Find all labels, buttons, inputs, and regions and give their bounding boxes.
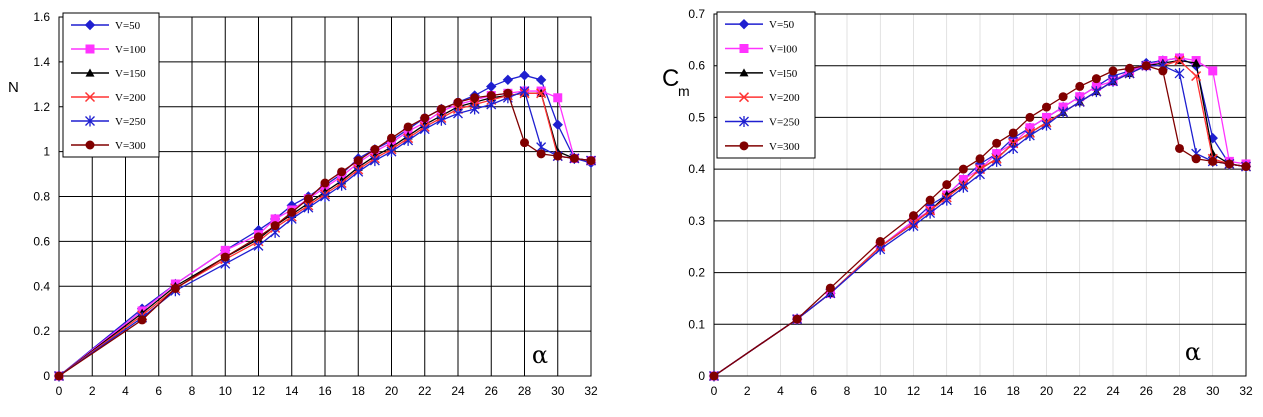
- data-point: [1125, 64, 1134, 73]
- x-tick-label: 0: [55, 384, 63, 398]
- y-tick-label: 0.4: [33, 279, 50, 294]
- legend-label: V=l50: [769, 67, 798, 80]
- data-point: [1225, 159, 1234, 168]
- data-point: [553, 93, 562, 102]
- data-point: [171, 284, 180, 293]
- x-tick-label: 24: [451, 384, 465, 398]
- data-point: [926, 196, 935, 205]
- y-tick-label: 0.4: [688, 162, 705, 177]
- data-point: [553, 152, 562, 161]
- data-point: [1025, 113, 1034, 122]
- legend-label: V=250: [115, 116, 146, 128]
- legend-label: V=l00: [769, 43, 798, 56]
- x-tick-label: 28: [517, 384, 532, 398]
- x-axis-label: α: [1184, 338, 1202, 366]
- x-axis-label: α: [531, 341, 549, 369]
- y-tick-label: 0: [698, 369, 705, 383]
- x-tick-label: 30: [1206, 384, 1220, 398]
- data-point: [55, 372, 64, 381]
- x-tick-label: 4: [122, 384, 129, 398]
- data-point: [1075, 82, 1084, 91]
- data-point: [271, 221, 280, 230]
- data-point: [221, 253, 230, 262]
- data-point: [437, 104, 446, 113]
- data-point: [793, 315, 802, 324]
- legend-box: [717, 12, 815, 158]
- data-point: [503, 89, 512, 98]
- x-tick-label: 12: [906, 384, 921, 398]
- data-point: [992, 139, 1001, 148]
- x-tick-label: 30: [551, 384, 565, 398]
- x-tick-label: 18: [351, 384, 365, 398]
- x-tick-label: 14: [285, 384, 299, 398]
- data-point: [487, 91, 496, 100]
- data-point: [287, 208, 296, 217]
- legend-label: V=300: [769, 140, 800, 153]
- data-point: [1192, 154, 1201, 163]
- data-point: [304, 194, 313, 203]
- data-point: [959, 165, 968, 174]
- x-tick-label: 10: [218, 384, 232, 398]
- data-point: [370, 145, 379, 154]
- data-point: [976, 154, 985, 163]
- x-tick-label: 0: [710, 384, 718, 398]
- data-point: [909, 211, 918, 220]
- x-tick-label: 2: [88, 384, 96, 398]
- y-tick-label: 0.3: [688, 213, 705, 228]
- legend-marker: [86, 45, 95, 54]
- legend: [63, 13, 159, 157]
- chart-1: [0, 0, 605, 417]
- y-tick-label: 0: [43, 369, 50, 383]
- x-tick-label: 16: [973, 384, 987, 398]
- legend-label: V=150: [115, 68, 146, 80]
- data-point: [354, 156, 363, 165]
- data-point: [1042, 103, 1051, 112]
- x-tick-label: 32: [1239, 384, 1253, 398]
- x-tick-label: 22: [1073, 384, 1087, 398]
- data-point: [1009, 128, 1018, 137]
- legend-label: V=50: [115, 20, 141, 32]
- y-tick-label: 1.6: [33, 10, 50, 24]
- data-point: [454, 98, 463, 107]
- legend-marker: [740, 141, 749, 150]
- x-tick-label: 26: [484, 384, 498, 398]
- x-tick-label: 24: [1106, 384, 1120, 398]
- legend-marker: [86, 141, 95, 150]
- legend: [717, 12, 815, 158]
- data-point: [587, 156, 596, 165]
- x-tick-label: 12: [251, 384, 266, 398]
- data-point: [404, 122, 413, 131]
- data-point: [1092, 74, 1101, 83]
- x-tick-label: 16: [318, 384, 332, 398]
- x-tick-label: 28: [1172, 384, 1187, 398]
- data-point: [570, 154, 579, 163]
- x-tick-label: 32: [584, 384, 598, 398]
- legend-label: V=50: [769, 19, 795, 32]
- y-tick-label: 1.2: [33, 99, 50, 114]
- y-tick-label: 0.1: [688, 317, 705, 332]
- data-point: [1208, 157, 1217, 166]
- data-point: [1208, 66, 1217, 75]
- x-tick-label: 6: [810, 384, 818, 398]
- x-tick-label: 14: [940, 384, 954, 398]
- legend-marker: [740, 44, 749, 53]
- data-point: [942, 180, 951, 189]
- data-point: [254, 232, 263, 241]
- y-tick-label: 0.6: [688, 58, 705, 73]
- y-tick-label: 1.4: [33, 54, 50, 69]
- y-tick-label: 0.7: [688, 7, 705, 21]
- legend-box: [63, 13, 159, 157]
- x-tick-label: 20: [1039, 384, 1054, 398]
- y-axis-label: N: [8, 79, 19, 96]
- data-point: [876, 237, 885, 246]
- y-tick-label: 1: [43, 144, 50, 159]
- x-tick-label: 6: [155, 384, 163, 398]
- x-tick-label: 4: [777, 384, 784, 398]
- data-point: [420, 113, 429, 122]
- y-tick-label: 0.6: [33, 234, 50, 249]
- data-point: [470, 93, 479, 102]
- y-tick-label: 0.2: [688, 265, 705, 280]
- data-point: [337, 167, 346, 176]
- legend-label: V=300: [115, 140, 146, 152]
- legend-label: V=200: [115, 92, 146, 104]
- data-point: [1142, 61, 1151, 70]
- y-tick-label: 0.5: [688, 110, 705, 125]
- data-point: [1175, 144, 1184, 153]
- y-tick-label: 0.2: [33, 324, 50, 339]
- y-axis-label: C: [662, 65, 680, 92]
- y-tick-label: 0.8: [33, 189, 50, 204]
- data-point: [387, 134, 396, 143]
- legend-label: V=200: [769, 92, 800, 105]
- data-point: [520, 138, 529, 147]
- chart-2: [658, 0, 1263, 417]
- x-tick-label: 18: [1006, 384, 1020, 398]
- x-tick-label: 20: [384, 384, 399, 398]
- x-tick-label: 26: [1139, 384, 1153, 398]
- data-point: [138, 315, 147, 324]
- y-axis-label-subscript: m: [678, 83, 690, 99]
- data-point: [710, 372, 719, 381]
- data-point: [826, 284, 835, 293]
- x-tick-label: 8: [188, 384, 196, 398]
- data-point: [537, 149, 546, 158]
- data-point: [321, 179, 330, 188]
- x-tick-label: 2: [743, 384, 751, 398]
- data-point: [1158, 66, 1167, 75]
- x-tick-label: 22: [418, 384, 432, 398]
- legend-label: V=100: [115, 44, 146, 56]
- x-tick-label: 8: [843, 384, 851, 398]
- data-point: [1242, 162, 1251, 171]
- legend-label: V=250: [769, 116, 800, 129]
- data-point: [1109, 66, 1118, 75]
- data-point: [1059, 92, 1068, 101]
- x-tick-label: 10: [873, 384, 887, 398]
